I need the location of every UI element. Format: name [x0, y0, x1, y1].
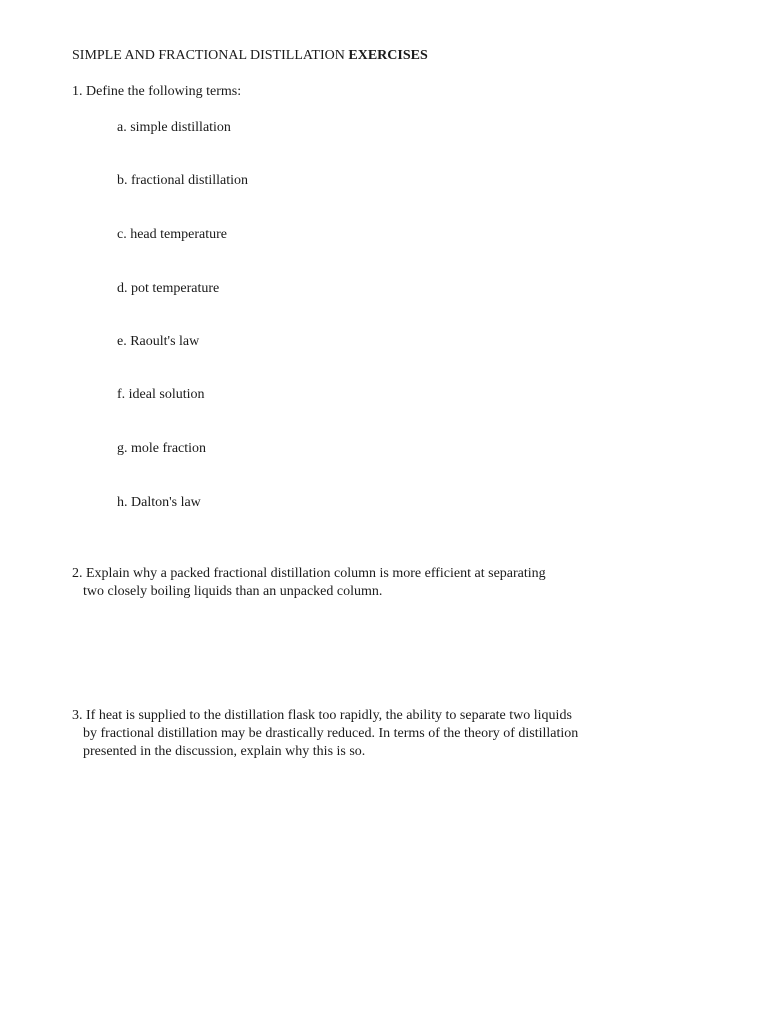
- term-b: b. fractional distillation: [117, 173, 249, 188]
- question-3-line-1: 3. If heat is supplied to the distillation flask too rapidly, the ability to separate two liquids: [72, 708, 572, 723]
- question-3: [72, 707, 578, 761]
- question-3-line-2: by fractional distillation may be drastically reduced. In terms of the theory of distillation: [83, 726, 579, 741]
- term-a: a. simple distillation: [117, 120, 231, 135]
- question-2-line-2: two closely boiling liquids than an unpacked column.: [83, 584, 383, 599]
- document-title: [72, 47, 428, 65]
- question-2: [72, 565, 546, 601]
- term-e: e. Raoult's law: [117, 334, 200, 349]
- term-g: g. mole fraction: [117, 441, 207, 456]
- title-bold: EXERCISES: [348, 48, 428, 63]
- question-1-prompt: 1. Define the following terms:: [72, 84, 242, 99]
- question-3-line-3: presented in the discussion, explain why this is so.: [83, 744, 366, 759]
- term-d: d. pot temperature: [117, 281, 220, 296]
- term-h: h. Dalton's law: [117, 495, 201, 510]
- title-regular: SIMPLE AND FRACTIONAL DISTILLATION: [72, 48, 349, 63]
- term-c: c. head temperature: [117, 227, 227, 242]
- question-2-line-1: 2. Explain why a packed fractional distillation column is more efficient at separating: [72, 566, 546, 581]
- term-f: f. ideal solution: [117, 387, 205, 402]
